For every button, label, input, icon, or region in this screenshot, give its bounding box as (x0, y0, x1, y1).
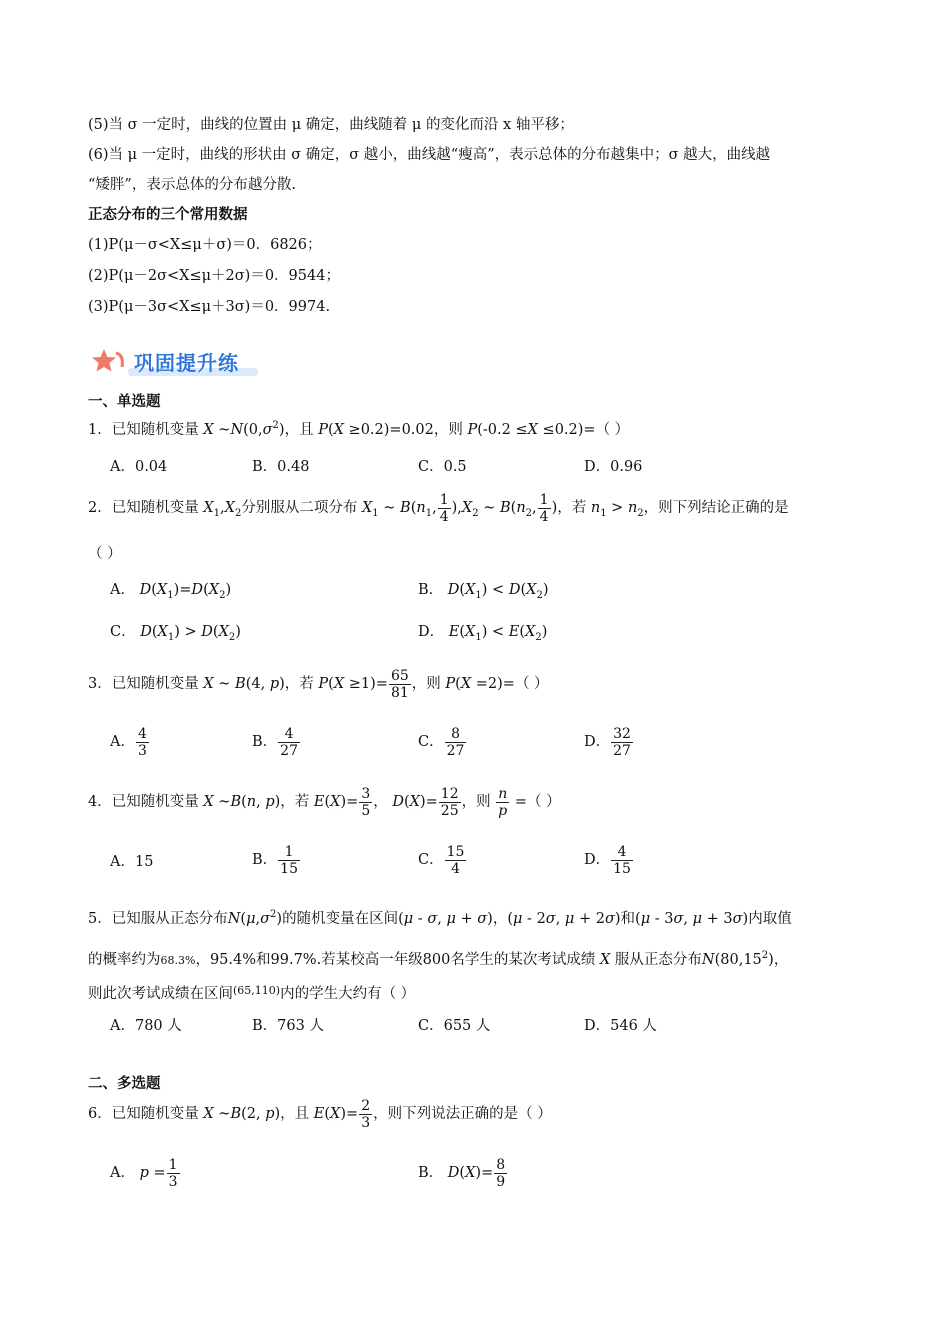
section-title-multi-choice: 二、多选题 (88, 1076, 161, 1092)
question-5-line1: 5．已知服从正态分布$N(\mu,\sigma^2)$的随机变量在区间(μ - σ, μ + σ)，(μ - 2σ, μ + 2σ)和(μ - 3σ, μ + 3σ)内取值 (88, 909, 792, 927)
q1-option-a[interactable]: A．0.04 (110, 459, 168, 475)
q6-option-a[interactable]: A． p = $\frac{1}{3}$ (110, 1156, 178, 1190)
q5-option-a[interactable]: A．780 人 (110, 1018, 182, 1034)
question-1: 1．已知随机变量 X $\sim N(0,\sigma^2)$，且 P(X ≥0.2)=0.02，则 P(-0.2 ≤X ≤0.2)=（ ） (88, 420, 630, 438)
q4-option-b[interactable]: B． $\frac{1}{15}$ (252, 843, 298, 877)
section-banner-title: 巩固提升练 (134, 351, 239, 375)
q3-option-d[interactable]: D． $\frac{32}{27}$ (584, 725, 631, 759)
q1-option-c[interactable]: C．0.5 (418, 459, 467, 475)
q2-option-c[interactable]: C． $D(X_1) > D(X_2)$ (110, 624, 241, 643)
question-2: 2．已知随机变量 $X_1,X_2$分别服从二项分布 $X_1$ ~ $B(n_1$, $\frac{1}{4}$ )$,X_2$ ~ $B(n_2$, $\frac{1}{4}$ )，若 $n_1 > n_2$，则下列结论正确的是 (88, 491, 789, 525)
q5-option-d[interactable]: D．546 人 (584, 1018, 657, 1034)
section-title-single-choice: 一、单选题 (88, 394, 161, 410)
data-title: 正态分布的三个常用数据 (88, 207, 248, 223)
note-6-line1: (6)当 μ 一定时，曲线的形状由 σ 确定，σ 越小，曲线越“瘦高”，表示总体的分布越集中；σ 越大，曲线越 (88, 147, 771, 163)
q2-option-d[interactable]: D． $E(X_1) < E(X_2)$ (418, 624, 548, 643)
question-6: 6．已知随机变量 X ~B(2, p)，且 E(X)= $\frac{2}{3}$ ，则下列说法正确的是（ ） (88, 1097, 552, 1131)
q3-option-a[interactable]: A． $\frac{4}{3}$ (110, 725, 147, 759)
question-5-line3: 则此次考试成绩在区间$^{(65,110)}$内的学生大约有（ ） (88, 984, 416, 1002)
q2-option-a[interactable]: A． $D(X_1)=D(X_2)$ (110, 582, 232, 601)
q2-option-b[interactable]: B． $D(X_1) < D(X_2)$ (418, 582, 549, 601)
q4-option-d[interactable]: D． $\frac{4}{15}$ (584, 843, 631, 877)
star-icon (90, 347, 130, 379)
data-2: (2)P(μ－2σ<X≤μ＋2σ)＝0．9544； (88, 268, 340, 284)
q5-option-c[interactable]: C．655 人 (418, 1018, 491, 1034)
q1-option-b[interactable]: B．0.48 (252, 459, 310, 475)
q6-option-b[interactable]: B． D(X)= $\frac{8}{9}$ (418, 1156, 506, 1190)
q1-option-d[interactable]: D．0.96 (584, 459, 643, 475)
q4-option-a[interactable]: A．15 (110, 854, 154, 870)
question-3: 3．已知随机变量 X ~ B(4, p)，若 P(X ≥1)= $\frac{65}{81}$ ，则 P(X =2)=（ ） (88, 667, 549, 701)
question-4: 4．已知随机变量 X ~B(n, p)，若 E(X)= $\frac{3}{5}$ ， D(X)= $\frac{12}{25}$ ，则 $\frac{n}{p}$ =（ ） (88, 785, 561, 819)
data-3: (3)P(μ－3σ<X≤μ＋3σ)＝0．9974. (88, 299, 331, 315)
note-5: (5)当 σ 一定时，曲线的位置由 μ 确定，曲线随着 μ 的变化而沿 x 轴平移； (88, 117, 574, 133)
q4-option-c[interactable]: C． $\frac{15}{4}$ (418, 843, 465, 877)
question-5-line2: 的概率约为68.3%，95.4%和99.7%.若某校高一年级800名学生的某次考试成绩 X 服从正态分布N(80,15$^2$)， (88, 950, 789, 968)
question-2-paren: （ ） (88, 546, 122, 562)
note-6-line2: “矮胖”，表示总体的分布越分散. (88, 177, 296, 193)
q5-option-b[interactable]: B．763 人 (252, 1018, 324, 1034)
data-1: (1)P(μ－σ<X≤μ＋σ)＝0．6826； (88, 237, 322, 253)
q3-option-c[interactable]: C． $\frac{8}{27}$ (418, 725, 465, 759)
q3-option-b[interactable]: B． $\frac{4}{27}$ (252, 725, 298, 759)
